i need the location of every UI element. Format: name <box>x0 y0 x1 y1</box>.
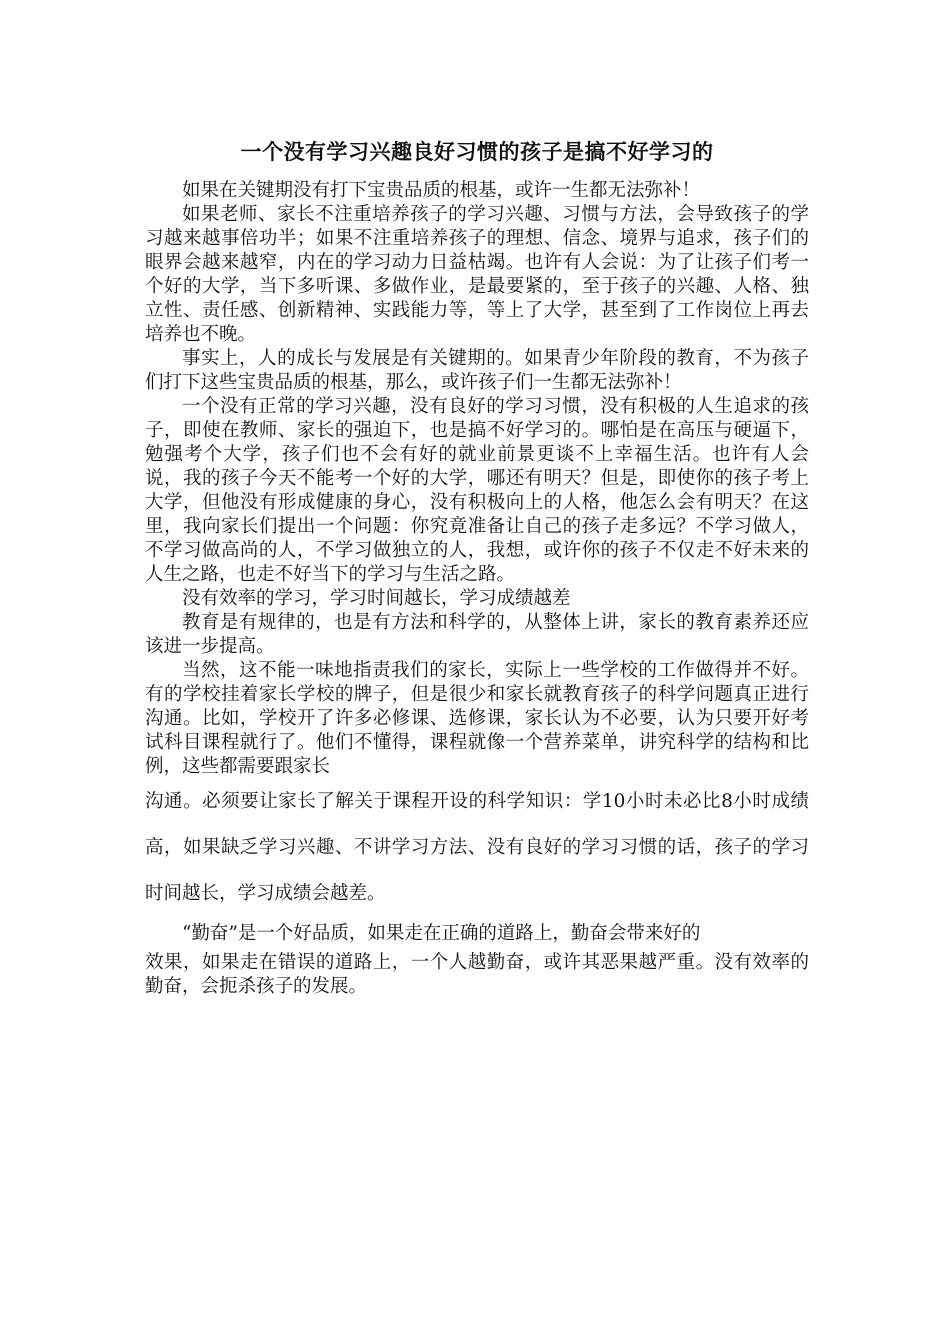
document-page <box>145 135 809 999</box>
paragraph-5: 没有效率的学习，学习时间越长，学习成绩越差 <box>182 588 571 609</box>
paragraph-1: 如果在关键期没有打下宝贵品质的根基，或许一生都无法弥补！ <box>182 180 701 201</box>
paragraph-4: 一个没有正常的学习兴趣，没有良好的学习习惯，没有积极的人生追求的孩子，即使在教师、家长的强迫下，也是搞不好学习的。哪怕是在高压与硬逼下，勉强考个大学，孩子们也不会有好的就业前景更谈不上幸福生活。也许有人会说，我的孩子今天不能考一个好的大学，哪还有明天？但是，即使你的孩子考上大学，但他没有形成健康的身心，没有积极向上的人格，他怎么会有明天？在这里，我向家长们提出一个问题：你究竟准备让自己的孩子走多远？不学习做人，不学习做高尚的人，不学习做独立的人，我想，或许你的孩子不仅走不好未来的人生之路，也走不好当下的学习与生活之路。 <box>145 396 809 585</box>
paragraph-10: 效果，如果走在错误的道路上，一个人越勤奋，或许其恶果越严重。没有效率的勤奋，会扼杀孩子的发展。 <box>145 952 809 997</box>
paragraph-2: 如果老师、家长不注重培养孩子的学习兴趣、习惯与方法，会导致孩子的学习越来越事倍功半；如果不注重培养孩子的理想、信念、境界与追求，孩子们的眼界会越来越窄，内在的学习动力日益枯竭。也许有人会说：为了让孩子们考一个好的大学，当下多听课、多做作业，是最要紧的，至于孩子的兴趣、人格、独立性、责任感、创新精神、实践能力等，等上了大学，甚至到了工作岗位上再去培养也不晚。 <box>145 204 809 345</box>
paragraph-8: 沟通。必须要让家长了解关于课程开设的科学知识：学10小时未必比8小时成绩高，如果缺乏学习兴趣、不讲学习方法、没有良好的学习习惯的话，孩子的学习时间越长，学习成绩会越差。 <box>145 791 809 904</box>
paragraph-6: 教育是有规律的，也是有方法和科学的，从整体上讲，家长的教育素养还应该进一步提高。 <box>145 612 809 657</box>
paragraph-9: “勤奋”是一个好品质，如果走在正确的道路上，勤奋会带来好的 <box>182 923 701 944</box>
paragraph-3: 事实上，人的成长与发展是有关键期的。如果青少年阶段的教育，不为孩子们打下这些宝贵品质的根基，那么，或许孩子们一生都无法弥补！ <box>145 348 809 393</box>
document-title: 一个没有学习兴趣良好习惯的孩子是搞不好学习的 <box>240 140 714 164</box>
paragraph-7: 当然，这不能一味地指责我们的家长，实际上一些学校的工作做得并不好。有的学校挂着家长学校的牌子，但是很少和家长就教育孩子的科学问题真正进行沟通。比如，学校开了许多必修课、选修课，家长认为不必要，认为只要开好考试科目课程就行了。他们不懂得，课程就像一个营养菜单，讲究科学的结构和比例，这些都需要跟家长 <box>145 660 809 777</box>
